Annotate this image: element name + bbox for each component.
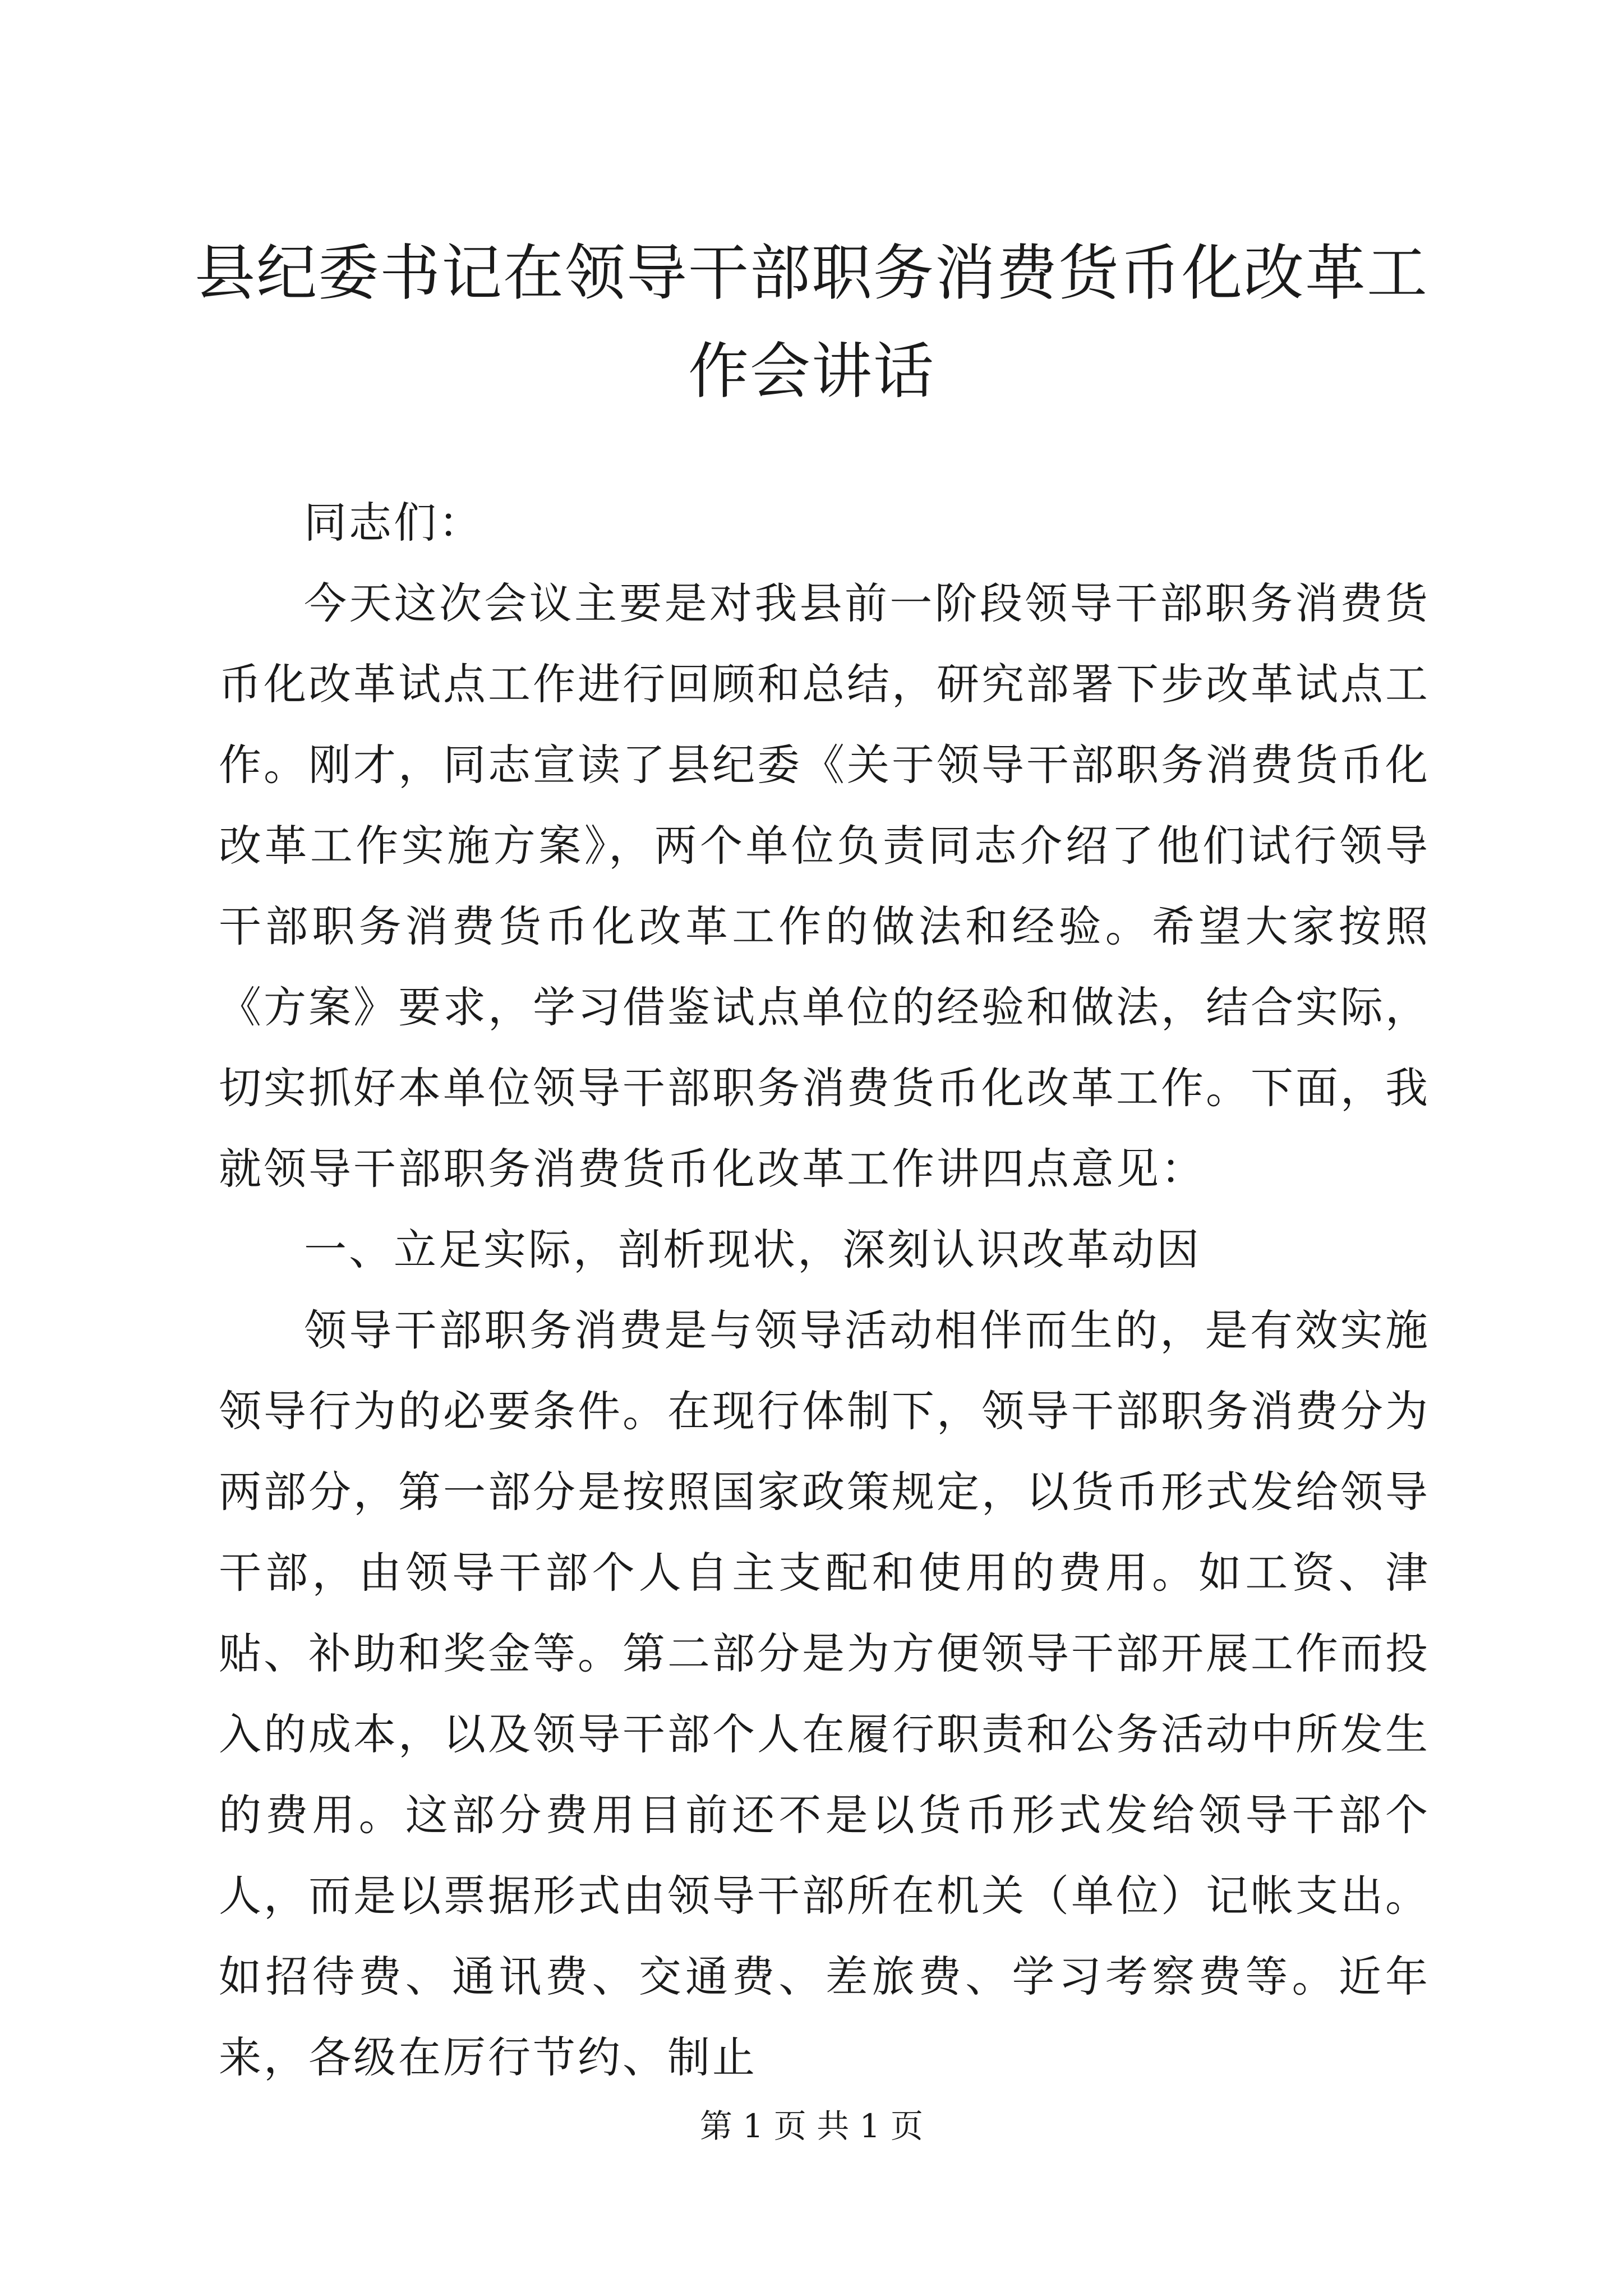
page-footer: 第 1 页 共 1 页 [700,2107,923,2145]
intro-paragraph: 今天这次会议主要是对我县前一阶段领导干部职务消费货币化改革试点工作进行回顾和总结，研究部署下步改革试点工作。刚才，同志宣读了县纪委《关于领导干部职务消费货币化改革工作实施方案》，两个单位负责同志介绍了他们试行领导干部职务消费货币化改革工作的做法和经验。希望大家按照《方案》要求，学习借鉴试点单位的经验和做法，结合实际，切实抓好本单位领导干部职务消费货币化改革工作。下面，我就领导干部职务消费货币化改革工作讲四点意见： [219,578,1430,1194]
body-paragraph: 领导干部职务消费是与领导活动相伴而生的，是有效实施领导行为的必要条件。在现行体制下，领导干部职务消费分为两部分，第一部分是按照国家政策规定，以货币形式发给领导干部，由领导干部个人自主支配和使用的费用。如工资、津贴、补助和奖金等。第二部分是为方便领导干部开展工作而投入的成本，以及领导干部个人在履行职责和公务活动中所发生的费用。这部分费用目前还不是以货币形式发给领导干部个人，而是以票据形式由领导干部所在机关（单位）记帐支出。如招待费、通讯费、交通费、差旅费、学习考察费等。近年来，各级在厉行节约、制止 [219,1305,1430,2082]
document-title: 县纪委书记在领导干部职务消费货币化改革工作会讲话 [194,238,1428,407]
greeting-paragraph: 同志们： [304,498,483,547]
section-heading: 一、立足实际，剖析现状，深刻认识改革动因 [304,1225,1201,1274]
document-body [219,482,1430,2098]
